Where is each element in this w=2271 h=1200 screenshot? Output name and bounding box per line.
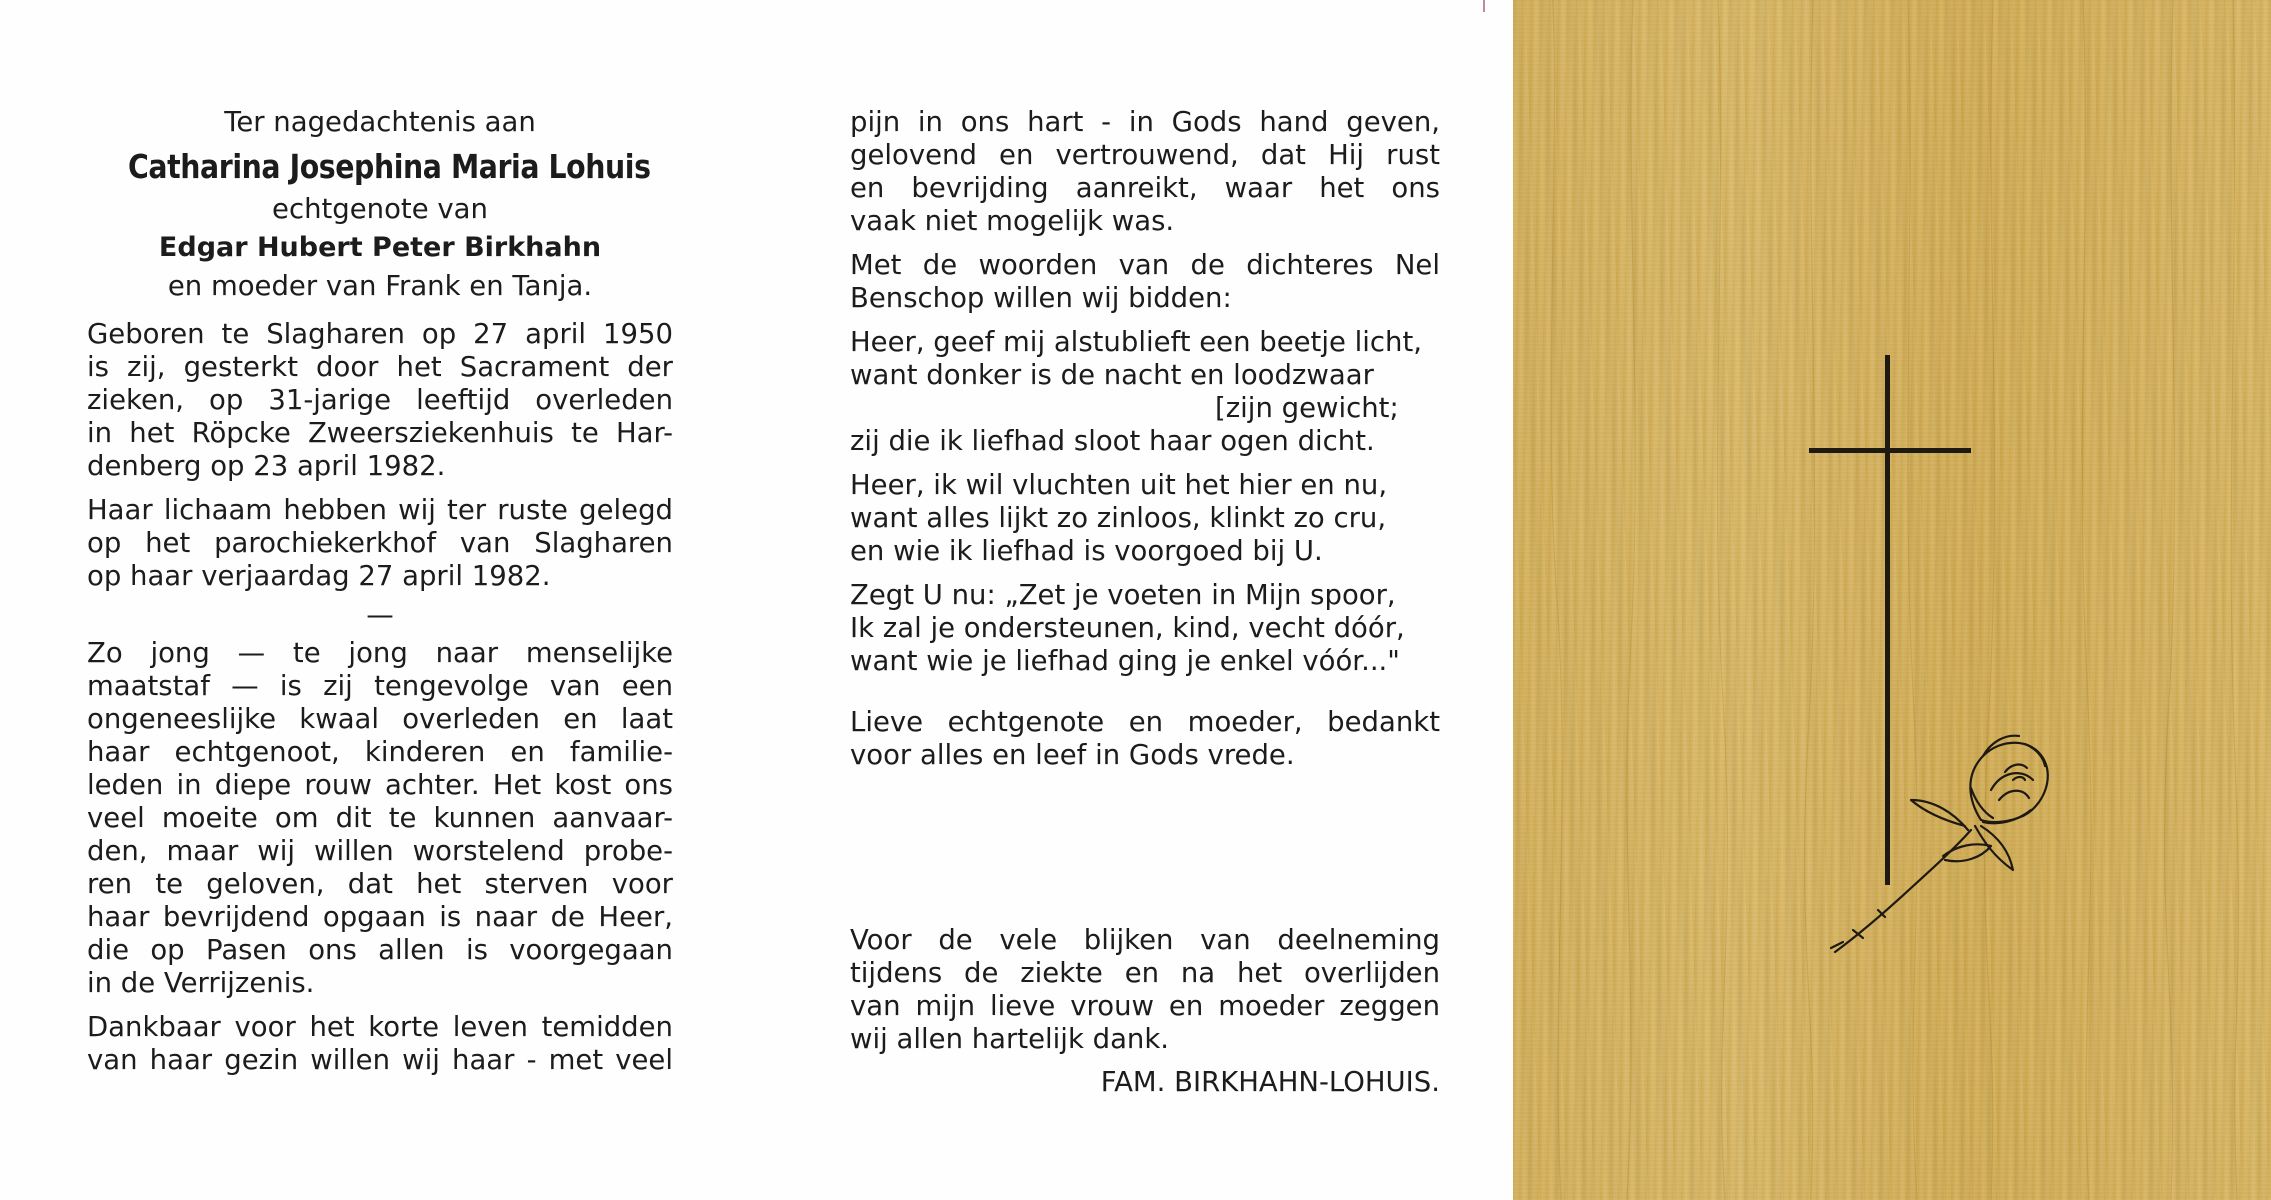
poem-intro	[850, 249, 1440, 315]
poem-stanza-2	[850, 469, 1440, 568]
deceased-name: Catharina Josephina Maria Lohuis	[128, 147, 651, 186]
text-line: is zij, gesterkt door het Sacrament der	[87, 351, 673, 383]
text-line: Lieve echtgenote en moeder, bedankt	[850, 706, 1440, 738]
text-line: Benschop willen wij bidden:	[850, 282, 1232, 314]
text-line: leden in diepe rouw achter. Het kost ons	[87, 769, 673, 801]
poem-line: en wie ik liefhad is voorgoed bij U.	[850, 535, 1323, 567]
text-line: haar bevrijdend opgaan is naar de Heer,	[87, 901, 673, 933]
poem-line: Heer, geef mij alstublieft een beetje licht,	[850, 326, 1422, 358]
family-signature: FAM. BIRKHAHN-LOHUIS.	[1100, 1066, 1440, 1098]
text-line: tijdens de ziekte en na het overlijden	[850, 957, 1440, 989]
poem-stanza-3	[850, 579, 1440, 678]
farewell-paragraph	[850, 706, 1440, 772]
left-column	[87, 106, 673, 1077]
text-line: en bevrijding aanreikt, waar het ons	[850, 172, 1440, 204]
poem-line: zij die ik liefhad sloot haar ogen dicht.	[850, 425, 1375, 457]
wood-grain	[1551, 0, 2238, 1200]
cover-artwork	[1513, 0, 2271, 1200]
text-line: voor alles en leef in Gods vrede.	[850, 739, 1295, 771]
text-line: ren te geloven, dat het sterven voor	[87, 868, 673, 900]
poem-line: Ik zal je ondersteunen, kind, vecht dóór,	[850, 612, 1405, 644]
text-line: ongeneeslijke kwaal overleden en laat	[87, 703, 673, 735]
text-line: veel moeite om dit te kunnen aanvaar-	[87, 802, 673, 834]
thanks-paragraph	[850, 924, 1440, 1056]
text-line: Zo jong — te jong naar menselijke	[87, 637, 673, 669]
text-line: vaak niet mogelijk was.	[850, 205, 1175, 237]
rose-icon	[1831, 736, 2048, 952]
middle-column	[850, 106, 1440, 1099]
text-line: maatstaf — is zij tengevolge van een	[87, 670, 673, 702]
birth-paragraph	[87, 318, 673, 483]
text-line: zieken, op 31-jarige leeftijd overleden	[87, 384, 673, 416]
cross-icon	[1809, 355, 1971, 885]
poem-line: want wie je liefhad ging je enkel vóór..."	[850, 645, 1400, 677]
text-line: pijn in ons hart - in Gods hand geven,	[850, 106, 1440, 138]
text-line: in het Röpcke Zweersziekenhuis te Har-	[87, 417, 673, 449]
text-line: Dankbaar voor het korte leven temidden	[87, 1011, 673, 1043]
separator-dash: —	[366, 599, 394, 631]
text-line: haar echtgenoot, kinderen en familie-	[87, 736, 673, 768]
text-line: gelovend en vertrouwend, dat Hij rust	[850, 139, 1440, 171]
text-line: van haar gezin willen wij haar - met veel	[87, 1044, 673, 1076]
intro-text: Ter nagedachtenis aan	[224, 106, 536, 138]
gratitude-paragraph	[87, 1011, 673, 1077]
spouse-intro: echtgenote van	[272, 193, 488, 225]
text-line: den, maar wij willen worstelend probe-	[87, 835, 673, 867]
text-line: Geboren te Slagharen op 27 april 1950	[87, 318, 673, 350]
poem-line: Zegt U nu: „Zet je voeten in Mijn spoor,	[850, 579, 1396, 611]
poem-line: [zijn gewicht;	[1215, 392, 1399, 424]
fold-mark	[1483, 0, 1485, 12]
spouse-name: Edgar Hubert Peter Birkhahn	[158, 232, 602, 263]
text-line: Met de woorden van de dichteres Nel	[850, 249, 1440, 281]
cover-panel	[1513, 0, 2271, 1200]
poem-line: want alles lijkt zo zinloos, klinkt zo cru,	[850, 502, 1387, 534]
main-paragraph	[87, 637, 673, 1000]
text-line: op haar verjaardag 27 april 1982.	[87, 560, 551, 592]
continuation-paragraph	[850, 106, 1440, 238]
text-line: denberg op 23 april 1982.	[87, 450, 446, 482]
poem-line: Heer, ik wil vluchten uit het hier en nu,	[850, 469, 1388, 501]
text-line: wij allen hartelijk dank.	[850, 1023, 1170, 1055]
text-line: Voor de vele blijken van deelneming	[850, 924, 1440, 956]
poem-line: want donker is de nacht en loodzwaar	[850, 359, 1374, 391]
poem-stanza-1	[850, 326, 1440, 458]
burial-paragraph	[87, 494, 673, 593]
text-line: op het parochiekerkhof van Slagharen	[87, 527, 673, 559]
text-line: Haar lichaam hebben wij ter ruste gelegd	[87, 494, 673, 526]
text-line: van mijn lieve vrouw en moeder zeggen	[850, 990, 1440, 1022]
children-text: en moeder van Frank en Tanja.	[167, 270, 593, 302]
text-line: die op Pasen ons allen is voorgegaan	[87, 934, 673, 966]
text-line: in de Verrijzenis.	[87, 967, 315, 999]
